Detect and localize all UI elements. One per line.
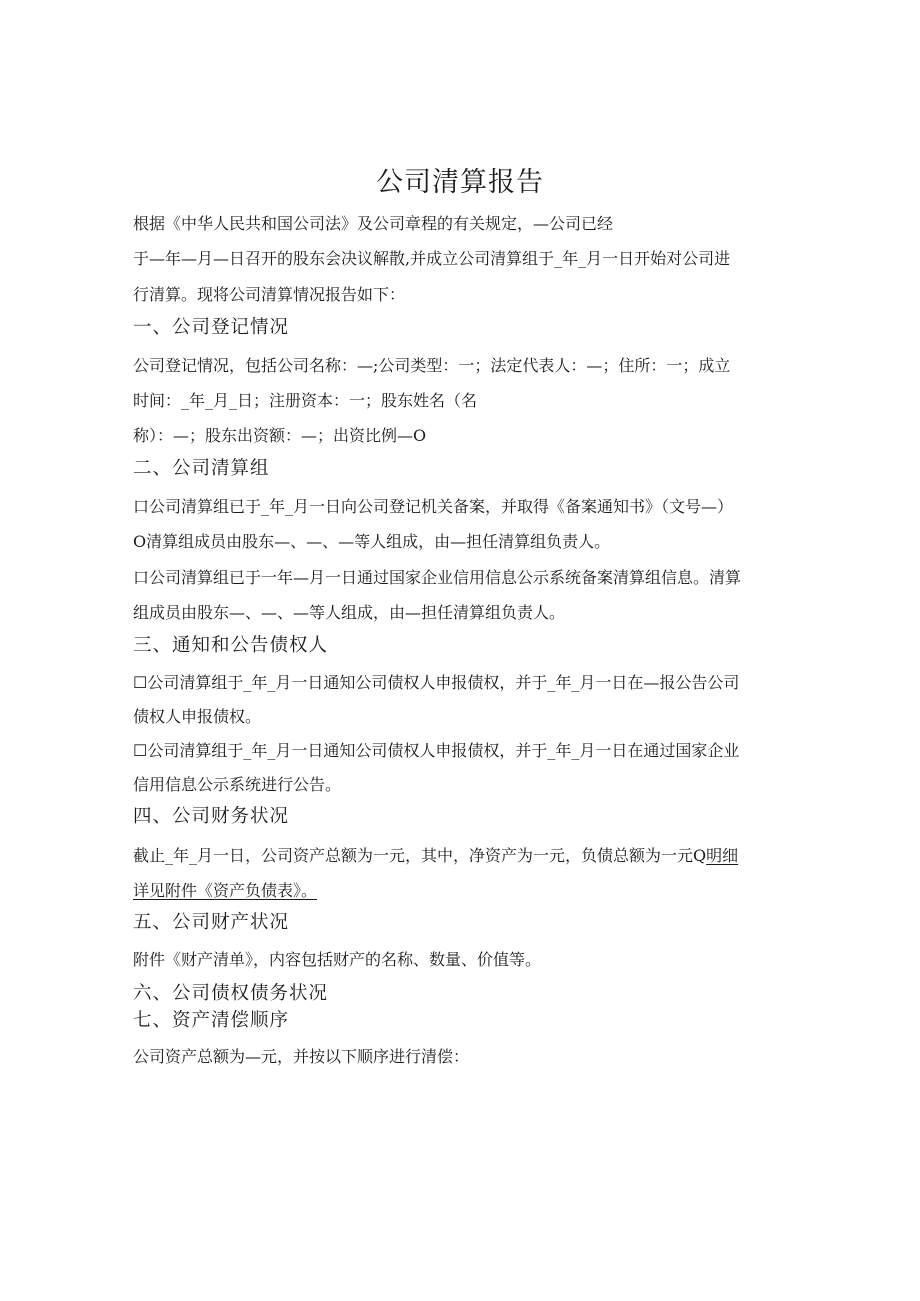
section-heading-financial-status: 四、公司财务状况 xyxy=(133,806,290,827)
creditor-notice-line-3: ☐公司清算组于_年_月一日通知公司债权人申报债权，并于_年_月一日在通过国家企业 xyxy=(133,741,740,760)
registration-line-2: 时间：_年_月_日；注册资本：一；股东姓名（名 xyxy=(133,391,478,410)
financial-status-line-1 xyxy=(133,846,738,866)
intro-line-3: 行清算。现将公司清算情况报告如下： xyxy=(133,285,406,304)
registration-line-3: 称）：—；股东出资额：—；出资比例—O xyxy=(133,426,427,445)
liquidation-group-line-3: 口公司清算组已于一年—月一日通过国家企业信用信息公示系统备案清算组信息。清算 xyxy=(133,568,742,587)
repayment-order-line-1: 公司资产总额为—元，并按以下顺序进行清偿： xyxy=(133,1047,470,1066)
creditor-notice-line-4: 信用信息公示系统进行公告。 xyxy=(133,775,342,794)
intro-line-2: 于—年—月—日召开的股东会决议解散,并成立公司清算组于_年_月一日开始对公司进 xyxy=(133,249,731,268)
section-heading-creditor-notice: 三、通知和公告债权人 xyxy=(133,635,329,656)
liquidation-group-line-1: 口公司清算组已于_年_月一日向公司登记机关备案，并取得《备案通知书》（文号—） xyxy=(133,497,734,516)
section-heading-claims-debts: 六、公司债权债务状况 xyxy=(133,983,329,1004)
section-heading-registration: 一、公司登记情况 xyxy=(133,317,290,338)
creditor-notice-line-2: 债权人申报债权。 xyxy=(133,707,262,726)
property-status-line-1: 附件《财产清单》，内容包括财产的名称、数量、价值等。 xyxy=(133,950,542,969)
liquidation-group-line-4: 组成员由股东—、—、—等人组成，由—担任清算组负责人。 xyxy=(133,603,566,622)
financial-status-line-2: 详见附件《资产负债表》。 xyxy=(133,881,318,900)
section-heading-property-status: 五、公司财产状况 xyxy=(133,912,290,933)
creditor-notice-line-1: ☐公司清算组于_年_月一日通知公司债权人申报债权，并于_年_月一日在—报公告公司 xyxy=(133,673,740,692)
financial-status-detail-link: 明细 xyxy=(706,846,739,865)
section-heading-repayment-order: 七、资产清偿顺序 xyxy=(133,1010,290,1031)
liquidation-group-line-2: O清算组成员由股东—、—、—等人组成，由—担任清算组负责人。 xyxy=(133,532,611,551)
section-heading-liquidation-group: 二、公司清算组 xyxy=(133,458,270,479)
document-title: 公司清算报告 xyxy=(376,167,544,198)
registration-line-1: 公司登记情况，包括公司名称：—;公司类型：一；法定代表人：—；住所：一；成立 xyxy=(133,356,731,375)
intro-line-1: 根据《中华人民共和国公司法》及公司章程的有关规定，—公司已经 xyxy=(133,214,614,233)
financial-status-text: 截止_年_月一日，公司资产总额为一元，其中，净资产为一元，负债总额为一元Q xyxy=(133,846,707,865)
